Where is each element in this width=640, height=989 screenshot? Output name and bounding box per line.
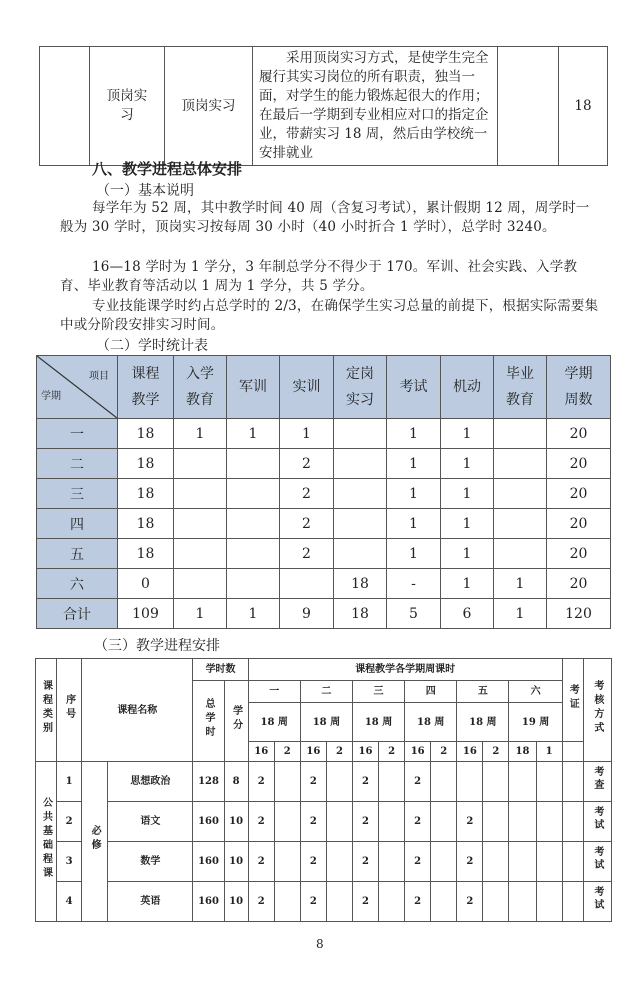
corner-term-label: 学期: [41, 391, 61, 402]
paragraph-practice: 专业技能课学时约占总学时的 2/3，在确保学生实习总量的前提下，根据实际需要集中或分阶段安排实习时间。: [60, 298, 599, 333]
internship-table: [39, 46, 608, 166]
header-seq: 序号: [57, 659, 82, 762]
weekly-hours-cell: [326, 882, 352, 922]
table-row: [37, 419, 611, 449]
stat-cell: 120: [547, 599, 611, 629]
weekly-hours-cell: 2: [248, 842, 274, 882]
category-text: 顶岗实习: [106, 88, 148, 123]
weekly-hours-cell: 2: [457, 882, 483, 922]
term-weeks: 18 周: [300, 703, 352, 742]
stat-cell: [494, 449, 547, 479]
column-header: 定岗 实习: [334, 356, 387, 419]
stat-cell: 6: [441, 599, 494, 629]
table-row: [37, 569, 611, 599]
stat-cell: 20: [547, 449, 611, 479]
term-label: 四: [37, 509, 118, 539]
course-total-hours: 160: [193, 882, 224, 922]
weekly-hours-cell: [274, 802, 300, 842]
section-title: 八、教学进程总体安排: [92, 160, 243, 178]
term-weeks: 18 周: [248, 703, 300, 742]
stat-cell: [334, 509, 387, 539]
weekly-hours-cell: 2: [248, 882, 274, 922]
stat-cell: [174, 449, 227, 479]
term-header: 三: [352, 681, 404, 703]
weekly-hours-cell: [457, 762, 483, 802]
cert-blank: [562, 742, 583, 762]
stat-cell: 1: [174, 599, 227, 629]
weekly-hours-cell: [536, 762, 562, 802]
term-weeks: 18 周: [405, 703, 457, 742]
course-cert: [562, 762, 583, 802]
course-assessment: 考查: [583, 762, 611, 802]
stat-cell: 20: [547, 509, 611, 539]
course-assessment: 考试: [583, 802, 611, 842]
stat-cell: 18: [118, 419, 174, 449]
term-weeks: 18 周: [457, 703, 509, 742]
header-cert: 考证: [562, 659, 583, 742]
stat-cell: [227, 479, 280, 509]
weekly-hours-cell: 2: [300, 842, 326, 882]
stat-cell: 1: [387, 509, 441, 539]
stat-cell: [174, 539, 227, 569]
cell-description: 采用顶岗实习方式，是使学生完全履行其实习岗位的所有职责，独当一面，对学生的能力锻炼起很大的作用；在最后一学期到专业相应对口的指定企业，带薪实习 18 周，然后由学校统一安排就业: [253, 47, 498, 166]
week-split: 2: [326, 742, 352, 762]
week-split: 16: [300, 742, 326, 762]
term-weeks: 19 周: [509, 703, 562, 742]
subsection-stats: （二）学时统计表: [96, 338, 208, 354]
table-row: [40, 47, 608, 166]
stat-cell: [494, 539, 547, 569]
stat-cell: 20: [547, 569, 611, 599]
stat-cell: 18: [118, 539, 174, 569]
header-total-hours: 总学时: [193, 681, 224, 762]
stat-cell: 1: [387, 419, 441, 449]
stat-cell: 1: [441, 539, 494, 569]
stat-cell: [227, 509, 280, 539]
course-credit: 10: [224, 842, 248, 882]
weekly-hours-cell: 2: [248, 802, 274, 842]
course-cert: [562, 882, 583, 922]
subsection-schedule: （三）教学进程安排: [94, 638, 220, 654]
column-header: 毕业 教育: [494, 356, 547, 419]
weekly-hours-cell: [379, 762, 405, 802]
weekly-hours-cell: [379, 842, 405, 882]
weekly-hours-cell: [274, 882, 300, 922]
stat-cell: 1: [227, 419, 280, 449]
stat-cell: 1: [441, 449, 494, 479]
week-split: 2: [431, 742, 457, 762]
course-row: [36, 882, 612, 922]
term-header: 六: [509, 681, 562, 703]
course-seq: 1: [57, 762, 82, 802]
stat-cell: 2: [280, 449, 334, 479]
corner-item-label: 项目: [89, 371, 109, 382]
term-label: 二: [37, 449, 118, 479]
course-row: [36, 842, 612, 882]
week-split: 2: [379, 742, 405, 762]
stat-cell: 1: [494, 599, 547, 629]
course-total-hours: 160: [193, 802, 224, 842]
stat-cell: 1: [494, 569, 547, 599]
weekly-hours-cell: [431, 802, 457, 842]
stat-cell: 2: [280, 479, 334, 509]
corner-header: [37, 356, 118, 419]
weekly-hours-cell: 2: [352, 802, 378, 842]
course-total-hours: 128: [193, 762, 224, 802]
stat-cell: 1: [174, 419, 227, 449]
week-split: 1: [536, 742, 562, 762]
course-cert: [562, 802, 583, 842]
term-label: 合计: [37, 599, 118, 629]
stat-cell: 18: [334, 569, 387, 599]
term-header: 二: [300, 681, 352, 703]
weekly-hours-cell: [536, 802, 562, 842]
teaching-schedule-table: [35, 658, 612, 922]
header-weekly-hours: 课程教学各学期周课时: [248, 659, 562, 681]
stat-cell: 0: [118, 569, 174, 599]
table-header-row: [37, 356, 611, 419]
paragraph-weeks: 每学年为 52 周，其中教学时间 40 周（含复习考试），累计假期 12 周，周学时一般为 30 学时，顶岗实习按每周 30 小时（40 小时折合 1 学时），总学时 3240。: [60, 200, 590, 235]
week-split: 2: [274, 742, 300, 762]
stat-cell: 9: [280, 599, 334, 629]
course-name: 思想政治: [108, 762, 193, 802]
cell-weeks: 18: [559, 47, 608, 166]
term-label: 五: [37, 539, 118, 569]
stat-cell: [174, 569, 227, 599]
stat-cell: [494, 419, 547, 449]
weekly-hours-cell: 2: [405, 842, 431, 882]
weekly-hours-cell: [326, 762, 352, 802]
course-type: 必修: [82, 762, 108, 922]
table-row: [37, 449, 611, 479]
stat-cell: 109: [118, 599, 174, 629]
stat-cell: 1: [387, 539, 441, 569]
table-row: [37, 539, 611, 569]
course-category: 公共基础程课: [36, 762, 57, 922]
stat-cell: 20: [547, 479, 611, 509]
stat-cell: 5: [387, 599, 441, 629]
week-split: 2: [483, 742, 509, 762]
page-number: 8: [316, 937, 324, 951]
stat-cell: -: [387, 569, 441, 599]
weekly-hours-cell: [431, 842, 457, 882]
term-label: 六: [37, 569, 118, 599]
stat-cell: [227, 539, 280, 569]
weekly-hours-cell: [509, 842, 536, 882]
stat-cell: [174, 479, 227, 509]
table-row: [37, 479, 611, 509]
weekly-hours-cell: 2: [248, 762, 274, 802]
weekly-hours-cell: 2: [300, 762, 326, 802]
weekly-hours-cell: [326, 802, 352, 842]
stat-cell: [174, 509, 227, 539]
stat-cell: 1: [227, 599, 280, 629]
stat-cell: 1: [441, 479, 494, 509]
course-credit: 10: [224, 882, 248, 922]
weekly-hours-cell: 2: [405, 882, 431, 922]
stat-cell: [334, 539, 387, 569]
weekly-hours-cell: [536, 842, 562, 882]
cell-category: [90, 47, 165, 166]
course-total-hours: 160: [193, 842, 224, 882]
stat-cell: 18: [118, 479, 174, 509]
weekly-hours-cell: [274, 762, 300, 802]
weekly-hours-cell: [483, 802, 509, 842]
week-split: 18: [509, 742, 536, 762]
weekly-hours-cell: 2: [300, 882, 326, 922]
weekly-hours-cell: 2: [405, 802, 431, 842]
stat-cell: 20: [547, 539, 611, 569]
stat-cell: [494, 509, 547, 539]
stat-cell: 2: [280, 539, 334, 569]
stat-cell: [227, 569, 280, 599]
stat-cell: 2: [280, 509, 334, 539]
stat-cell: [334, 419, 387, 449]
cell-blank-2: [498, 47, 559, 166]
course-credit: 10: [224, 802, 248, 842]
weekly-hours-cell: [509, 802, 536, 842]
weekly-hours-cell: [536, 882, 562, 922]
course-name: 语文: [108, 802, 193, 842]
weekly-hours-cell: [274, 842, 300, 882]
header-credit: 学分: [224, 681, 248, 762]
course-seq: 2: [57, 802, 82, 842]
column-header: 实训: [280, 356, 334, 419]
stat-cell: 1: [441, 419, 494, 449]
stat-cell: 18: [118, 509, 174, 539]
term-label: 一: [37, 419, 118, 449]
weekly-hours-cell: [326, 842, 352, 882]
weekly-hours-cell: 2: [352, 842, 378, 882]
course-assessment: 考试: [583, 882, 611, 922]
stat-cell: 18: [334, 599, 387, 629]
hours-stats-table: [36, 355, 611, 629]
term-label: 三: [37, 479, 118, 509]
table-row: [37, 509, 611, 539]
course-seq: 3: [57, 842, 82, 882]
stat-cell: 18: [118, 449, 174, 479]
weekly-hours-cell: 2: [457, 842, 483, 882]
header-course-name: 课程名称: [82, 659, 193, 762]
week-split: 16: [248, 742, 274, 762]
term-header: 五: [457, 681, 509, 703]
stat-cell: 1: [387, 449, 441, 479]
weekly-hours-cell: [431, 882, 457, 922]
stat-cell: [494, 479, 547, 509]
weekly-hours-cell: [379, 802, 405, 842]
header-hours: 学时数: [193, 659, 248, 681]
weekly-hours-cell: 2: [300, 802, 326, 842]
stat-cell: 1: [441, 509, 494, 539]
course-row: [36, 802, 612, 842]
week-split: 16: [352, 742, 378, 762]
weekly-hours-cell: [379, 882, 405, 922]
stat-cell: [227, 449, 280, 479]
column-header: 课程 教学: [118, 356, 174, 419]
weekly-hours-cell: [431, 762, 457, 802]
paragraph-credits: 16—18 学时为 1 学分，3 年制总学分不得少于 170。军训、社会实践、入学教育、毕业教育等活动以 1 周为 1 学分，共 5 学分。: [60, 259, 578, 294]
course-credit: 8: [224, 762, 248, 802]
cell-course-name: 顶岗实习: [165, 47, 253, 166]
course-name: 英语: [108, 882, 193, 922]
stat-cell: 1: [441, 569, 494, 599]
term-header: 四: [405, 681, 457, 703]
stat-cell: 1: [280, 419, 334, 449]
header-assessment: 考核方式: [583, 659, 611, 762]
weekly-hours-cell: 2: [352, 882, 378, 922]
stat-cell: 20: [547, 419, 611, 449]
column-header: 入学 教育: [174, 356, 227, 419]
subsection-basic: （一）基本说明: [96, 183, 194, 199]
cell-blank: [40, 47, 90, 166]
stat-cell: [334, 479, 387, 509]
weekly-hours-cell: [509, 882, 536, 922]
course-cert: [562, 842, 583, 882]
weekly-hours-cell: 2: [352, 762, 378, 802]
course-row: [36, 762, 612, 802]
weekly-hours-cell: [483, 762, 509, 802]
header-category: 课程类别: [36, 659, 57, 762]
weekly-hours-cell: [483, 842, 509, 882]
course-assessment: 考试: [583, 842, 611, 882]
weekly-hours-cell: [483, 882, 509, 922]
table-row: [37, 599, 611, 629]
column-header: 军训: [227, 356, 280, 419]
header-row-1: [36, 659, 612, 681]
weekly-hours-cell: [509, 762, 536, 802]
column-header: 学期 周数: [547, 356, 611, 419]
week-split: 16: [457, 742, 483, 762]
stat-cell: [280, 569, 334, 599]
weekly-hours-cell: 2: [405, 762, 431, 802]
column-header: 考试: [387, 356, 441, 419]
term-weeks: 18 周: [352, 703, 404, 742]
weekly-hours-cell: 2: [457, 802, 483, 842]
course-seq: 4: [57, 882, 82, 922]
stat-cell: [334, 449, 387, 479]
week-split: 16: [405, 742, 431, 762]
term-header: 一: [248, 681, 300, 703]
column-header: 机动: [441, 356, 494, 419]
course-name: 数学: [108, 842, 193, 882]
stat-cell: 1: [387, 479, 441, 509]
